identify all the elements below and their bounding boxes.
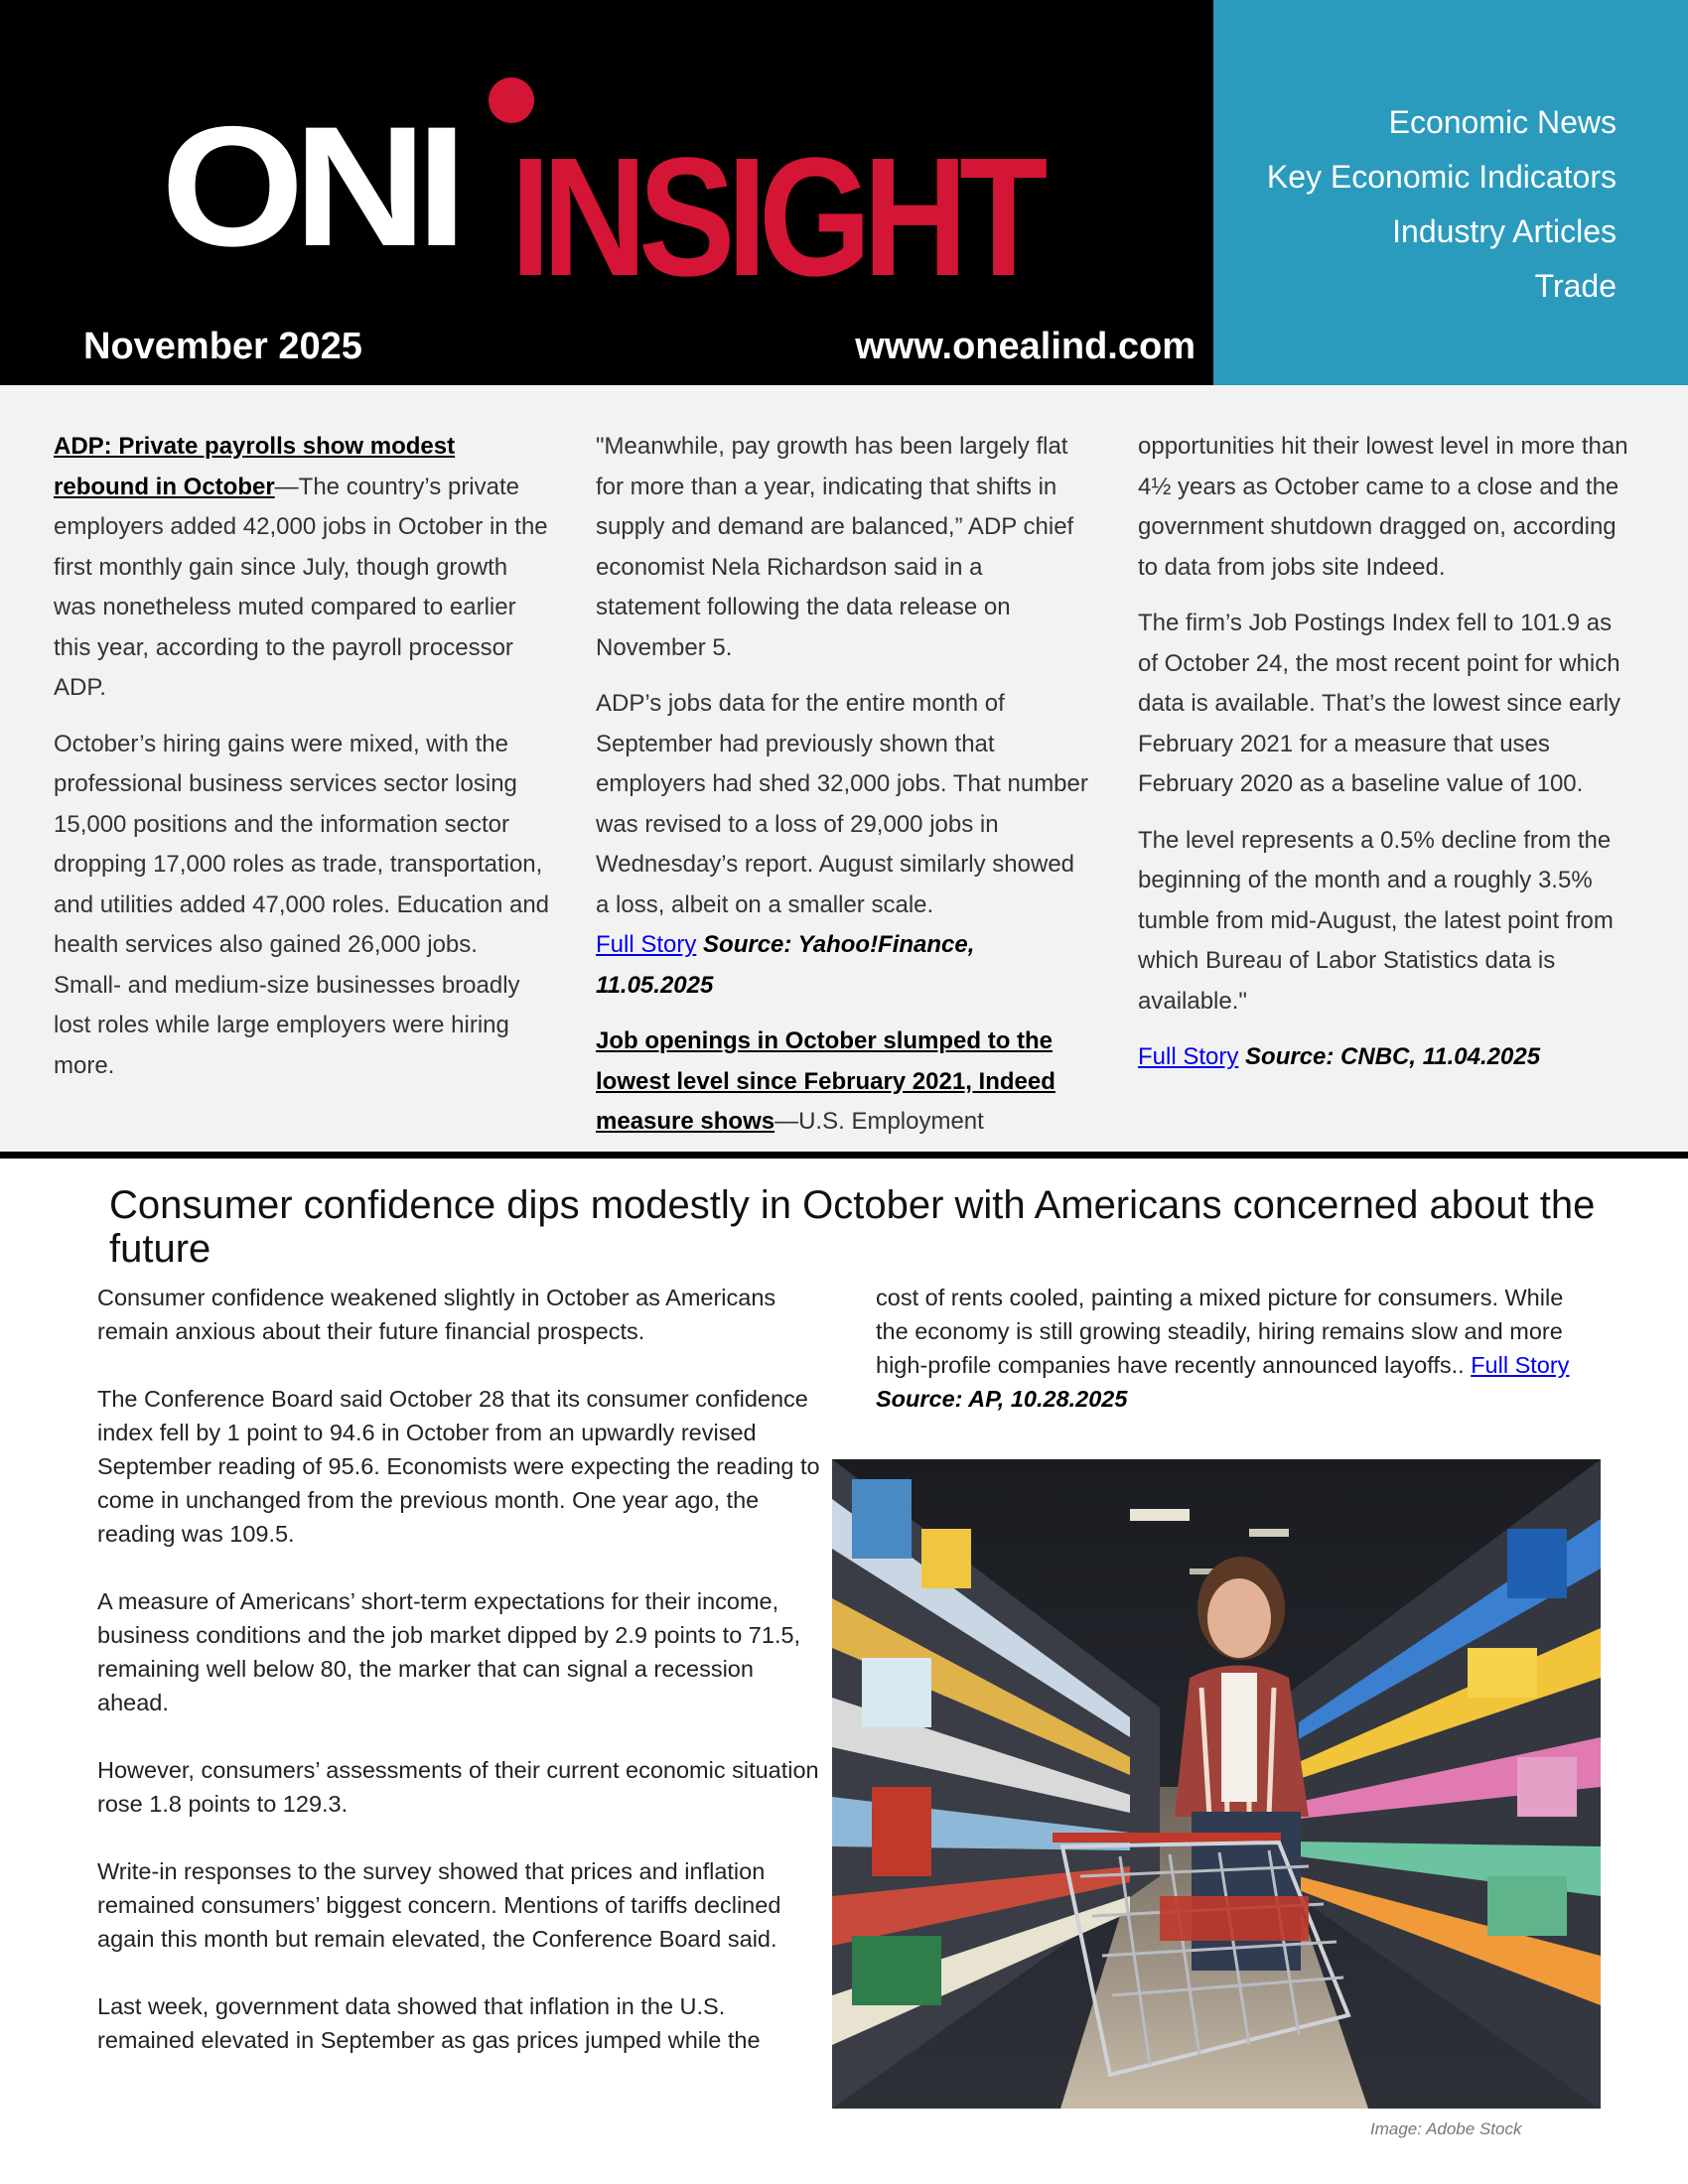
feature-source: Source: AP, 10.28.2025 xyxy=(876,1386,1128,1412)
article1-paragraph-2: October’s hiring gains were mixed, with the professional business services sector losing 15,000 positions and the information sector dropping 17,000 roles as trade, transportation, and utilities added 47,000 roles. Education and health services also gained 26,000 jobs. Small- and medium-size businesses broadly lost roles while large employers were hiring more. xyxy=(54,730,550,1079)
article2-source-line xyxy=(1138,1037,1634,1078)
topic-trade[interactable]: Trade xyxy=(1534,268,1617,304)
feature-paragraph-2: The Conference Board said October 28 that its consumer confidence index fell by 1 point to 94.6 in October from an upwardly revised September reading of 95.6. Economists were expecting the reading to come in unchanged from the previous month. One year ago, the reading was 109.5. xyxy=(97,1386,820,1547)
image-credit: Image: Adobe Stock xyxy=(1370,2119,1522,2138)
article1-paragraph-4 xyxy=(596,684,1092,1006)
news-column-3 xyxy=(1138,427,1634,1094)
logo-insight: INSIGHT xyxy=(510,123,1040,312)
feature-full-story-link[interactable]: Full Story xyxy=(1471,1352,1570,1378)
article2-source: Source: CNBC, 11.04.2025 xyxy=(1245,1043,1541,1070)
issue-date: November 2025 xyxy=(83,326,362,367)
article2-lead: —U.S. Employment xyxy=(774,1108,984,1135)
logo-oni: ONI xyxy=(161,91,457,282)
article1-source: Source: Yahoo!Finance, 11.05.2025 xyxy=(596,931,975,999)
article2-paragraph-1 xyxy=(596,1022,1092,1143)
news-column-1 xyxy=(54,427,550,1102)
article2-lead-continued: opportunities hit their lowest level in more than 4½ years as October came to a close and the government shutdown dragged on, according to data from jobs site Indeed. xyxy=(1138,433,1628,581)
article2-paragraph-2: The firm’s Job Postings Index fell to 101.9 as of October 24, the most recent point for which data is available. That’s the lowest since early February 2021 for a measure that uses February 2020 as a baseline value of 100. xyxy=(1138,610,1621,797)
article1-full-story-link[interactable]: Full Story xyxy=(596,931,697,958)
news-column-2 xyxy=(596,427,1092,1159)
topics-panel xyxy=(1213,0,1688,385)
article1-headline-link[interactable]: ADP: Private payrolls show modest rebound in October xyxy=(54,433,456,500)
feature-paragraph-6: Last week, government data showed that inflation in the U.S. remained elevated in September as gas prices jumped while the xyxy=(97,1993,761,2053)
feature-paragraph-7 xyxy=(876,1281,1601,1416)
feature-paragraph-4: However, consumers’ assessments of their current economic situation rose 1.8 points to 129.3. xyxy=(97,1757,819,1817)
feature-title: Consumer confidence dips modestly in October with Americans concerned about the future xyxy=(109,1183,1596,1271)
feature-column-1 xyxy=(97,1281,822,2091)
feature-paragraph-1: Consumer confidence weakened slightly in October as Americans remain anxious about their future financial prospects. xyxy=(97,1285,776,1344)
topic-industry-articles[interactable]: Industry Articles xyxy=(1392,213,1617,249)
article2-headline-link[interactable]: Job openings in October slumped to the lowest level since February 2021, Indeed measure shows xyxy=(596,1027,1055,1135)
article1-paragraph-4-text: ADP’s jobs data for the entire month of September had previously shown that employers had shed 32,000 jobs. That number was revised to a loss of 29,000 jobs in Wednesday’s report. August similarly showed a loss, albeit on a smaller scale. xyxy=(596,690,1088,918)
shopper-photo xyxy=(832,1459,1601,2109)
oni-insight-logo xyxy=(161,71,1134,312)
topic-economic-news[interactable]: Economic News xyxy=(1388,104,1617,140)
website-link[interactable]: www.onealind.com xyxy=(855,326,1196,367)
article2-full-story-link[interactable]: Full Story xyxy=(1138,1043,1239,1070)
feature-paragraph-3: A measure of Americans’ short-term expectations for their income, business conditions and the job market dipped by 2.9 points to 71.5, remaining well below 80, the marker that can signal a recession ahead. xyxy=(97,1588,801,1715)
article1-lead: —The country’s private employers added 42,000 jobs in October in the first monthly gain since July, though growth was nonetheless muted compared to earlier this year, according to the payroll processor ADP. xyxy=(54,473,548,701)
article1-paragraph-1 xyxy=(54,427,550,709)
topics-list xyxy=(1267,95,1617,314)
feature-paragraph-5: Write-in responses to the survey showed that prices and inflation remained consumers’ biggest concern. Mentions of tariffs declined again this month but remain elevated, the Conference Board said. xyxy=(97,1858,781,1952)
feature-column-2 xyxy=(876,1281,1601,1449)
article2-paragraph-3: The level represents a 0.5% decline from the beginning of the month and a roughly 3.5% tumble from mid-August, the latest point from which Bureau of Labor Statistics data is available." xyxy=(1138,826,1614,1015)
article1-paragraph-3: "Meanwhile, pay growth has been largely flat for more than a year, indicating that shifts in supply and demand are balanced,” ADP chief economist Nela Richardson said in a statement following the data release on November 5. xyxy=(596,433,1074,661)
logo-dot xyxy=(489,77,534,123)
shopper-photo-illustration xyxy=(832,1459,1601,2109)
topic-key-economic-indicators[interactable]: Key Economic Indicators xyxy=(1266,159,1617,195)
feature-paragraph-7-text: cost of rents cooled, painting a mixed picture for consumers. While the economy is still growing steadily, hiring remains slow and more high-profile companies have recently announced layoffs.. xyxy=(876,1285,1564,1378)
